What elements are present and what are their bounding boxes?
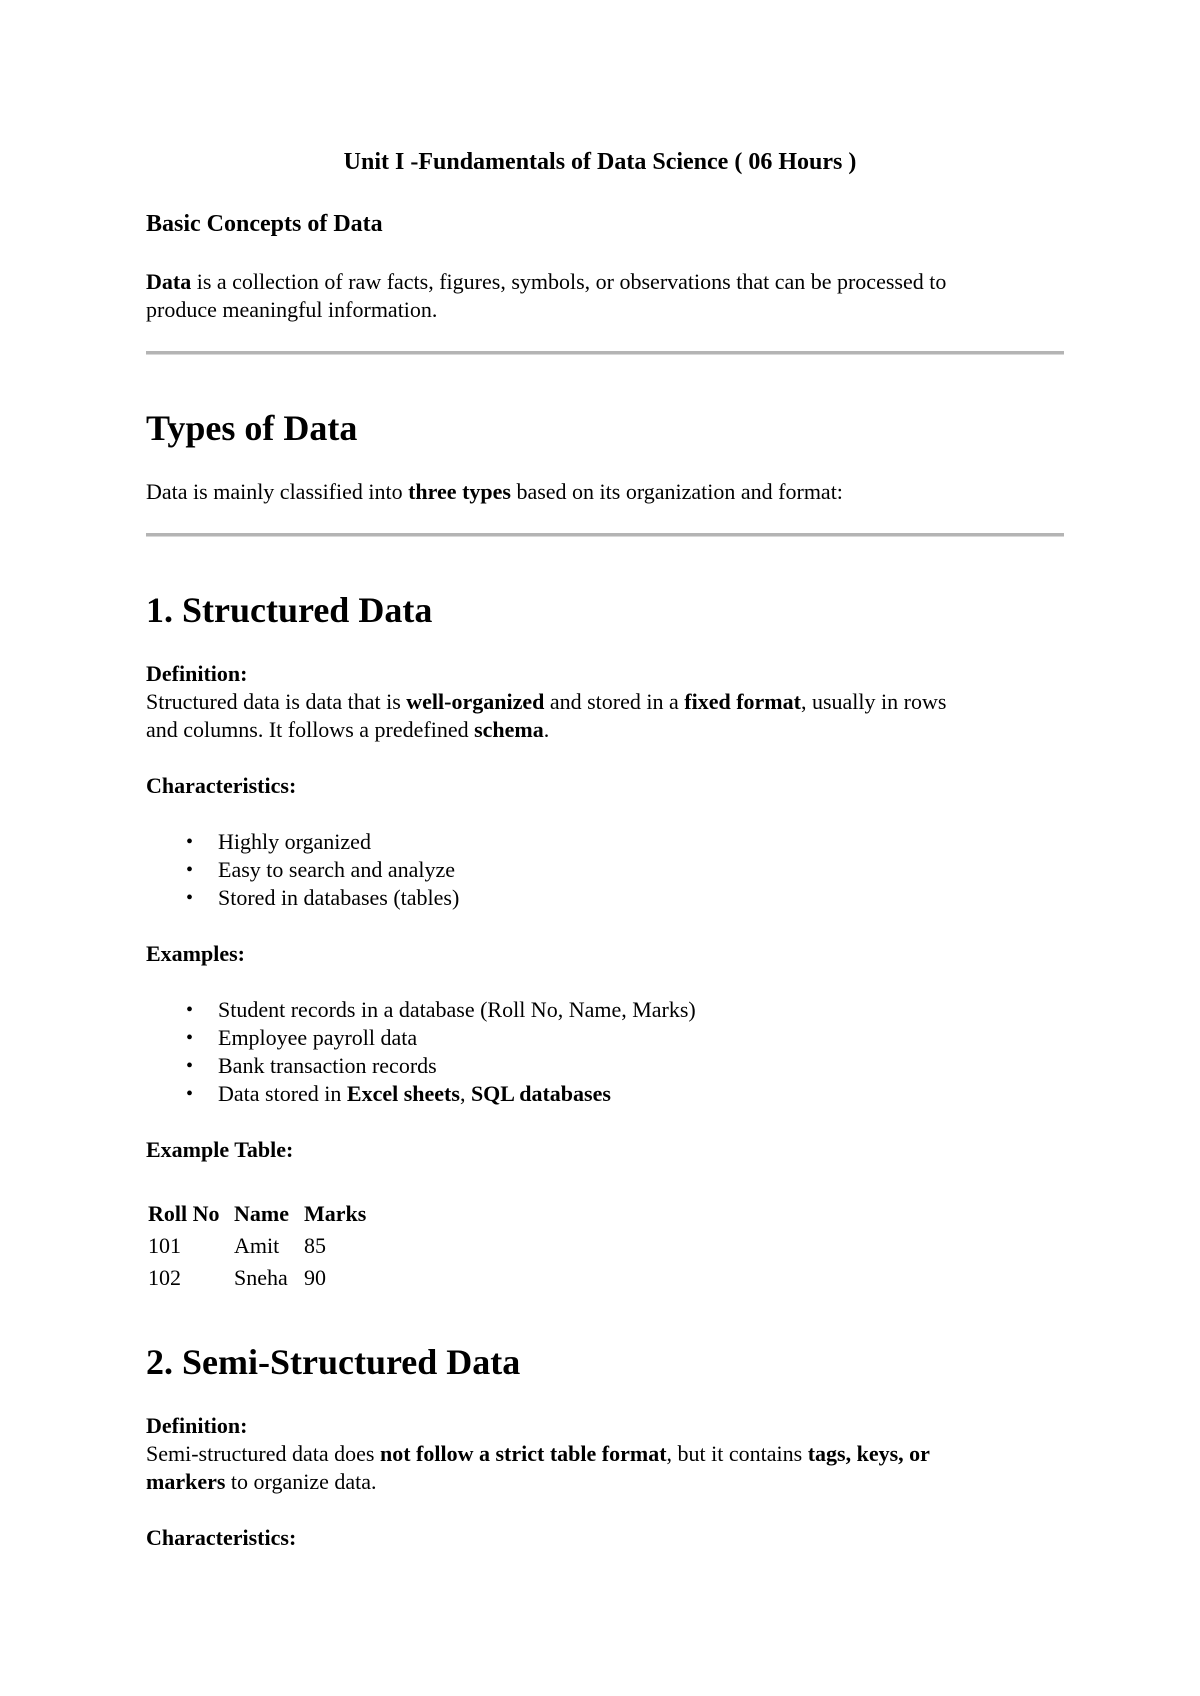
semi-definition-label: Definition:	[146, 1413, 248, 1438]
structured-definition-line2: and columns. It follows a predefined schema.	[146, 717, 550, 742]
structured-examples-list	[146, 996, 696, 1108]
types-of-data-heading: Types of Data	[146, 408, 358, 448]
list-item: • Highly organized	[186, 829, 371, 854]
semi-definition-line1: Semi-structured data does not follow a strict table format, but it contains tags, keys, or	[146, 1441, 930, 1466]
bullet-icon: •	[186, 859, 194, 881]
list-item: • Student records in a database (Roll No, Name, Marks)	[186, 997, 696, 1022]
table-cell: Amit	[234, 1233, 280, 1258]
data-definition-line2: produce meaningful information.	[146, 297, 438, 322]
horizontal-rule	[146, 351, 1064, 355]
bullet-icon: •	[186, 1055, 194, 1077]
data-definition-line1: Data is a collection of raw facts, figures, symbols, or observations that can be processed to	[146, 269, 947, 294]
list-item: • Employee payroll data	[186, 1025, 418, 1050]
bullet-icon: •	[186, 1027, 194, 1049]
data-term: Data	[146, 269, 192, 294]
types-intro: Data is mainly classified into three types based on its organization and format:	[146, 479, 843, 504]
structured-examples-label: Examples:	[146, 941, 245, 966]
semi-structured-data-heading: 2. Semi-Structured Data	[146, 1342, 521, 1382]
structured-definition-label: Definition:	[146, 661, 248, 686]
table-cell: 101	[148, 1233, 181, 1258]
example-table-label: Example Table:	[146, 1137, 294, 1162]
list-item: • Bank transaction records	[186, 1053, 437, 1078]
semi-characteristics-label: Characteristics:	[146, 1525, 297, 1550]
bullet-icon: •	[186, 999, 194, 1021]
structured-data-heading: 1. Structured Data	[146, 590, 433, 630]
table-cell: 102	[148, 1265, 181, 1290]
table-header-cell: Roll No	[148, 1201, 220, 1226]
table-cell: 90	[304, 1265, 326, 1290]
structured-characteristics-label: Characteristics:	[146, 773, 297, 798]
bullet-icon: •	[186, 831, 194, 853]
table-cell: Sneha	[234, 1265, 288, 1290]
table-cell: 85	[304, 1233, 326, 1258]
document-title: Unit I -Fundamentals of Data Science ( 06 Hours )	[343, 149, 857, 175]
structured-definition-line1: Structured data is data that is well-organized and stored in a fixed format, usually in rows	[146, 689, 947, 714]
table-header-cell: Marks	[304, 1201, 367, 1226]
list-item: • Data stored in Excel sheets, SQL databases	[186, 1081, 611, 1106]
table-header-cell: Name	[234, 1201, 289, 1226]
bullet-icon: •	[186, 1083, 194, 1105]
semi-definition-line2: markers to organize data.	[146, 1469, 377, 1494]
list-item: • Stored in databases (tables)	[186, 885, 460, 910]
basic-concepts-heading: Basic Concepts of Data	[146, 211, 383, 237]
horizontal-rule	[146, 533, 1064, 537]
bullet-icon: •	[186, 887, 194, 909]
list-item: • Easy to search and analyze	[186, 857, 455, 882]
structured-characteristics-list	[146, 828, 459, 912]
